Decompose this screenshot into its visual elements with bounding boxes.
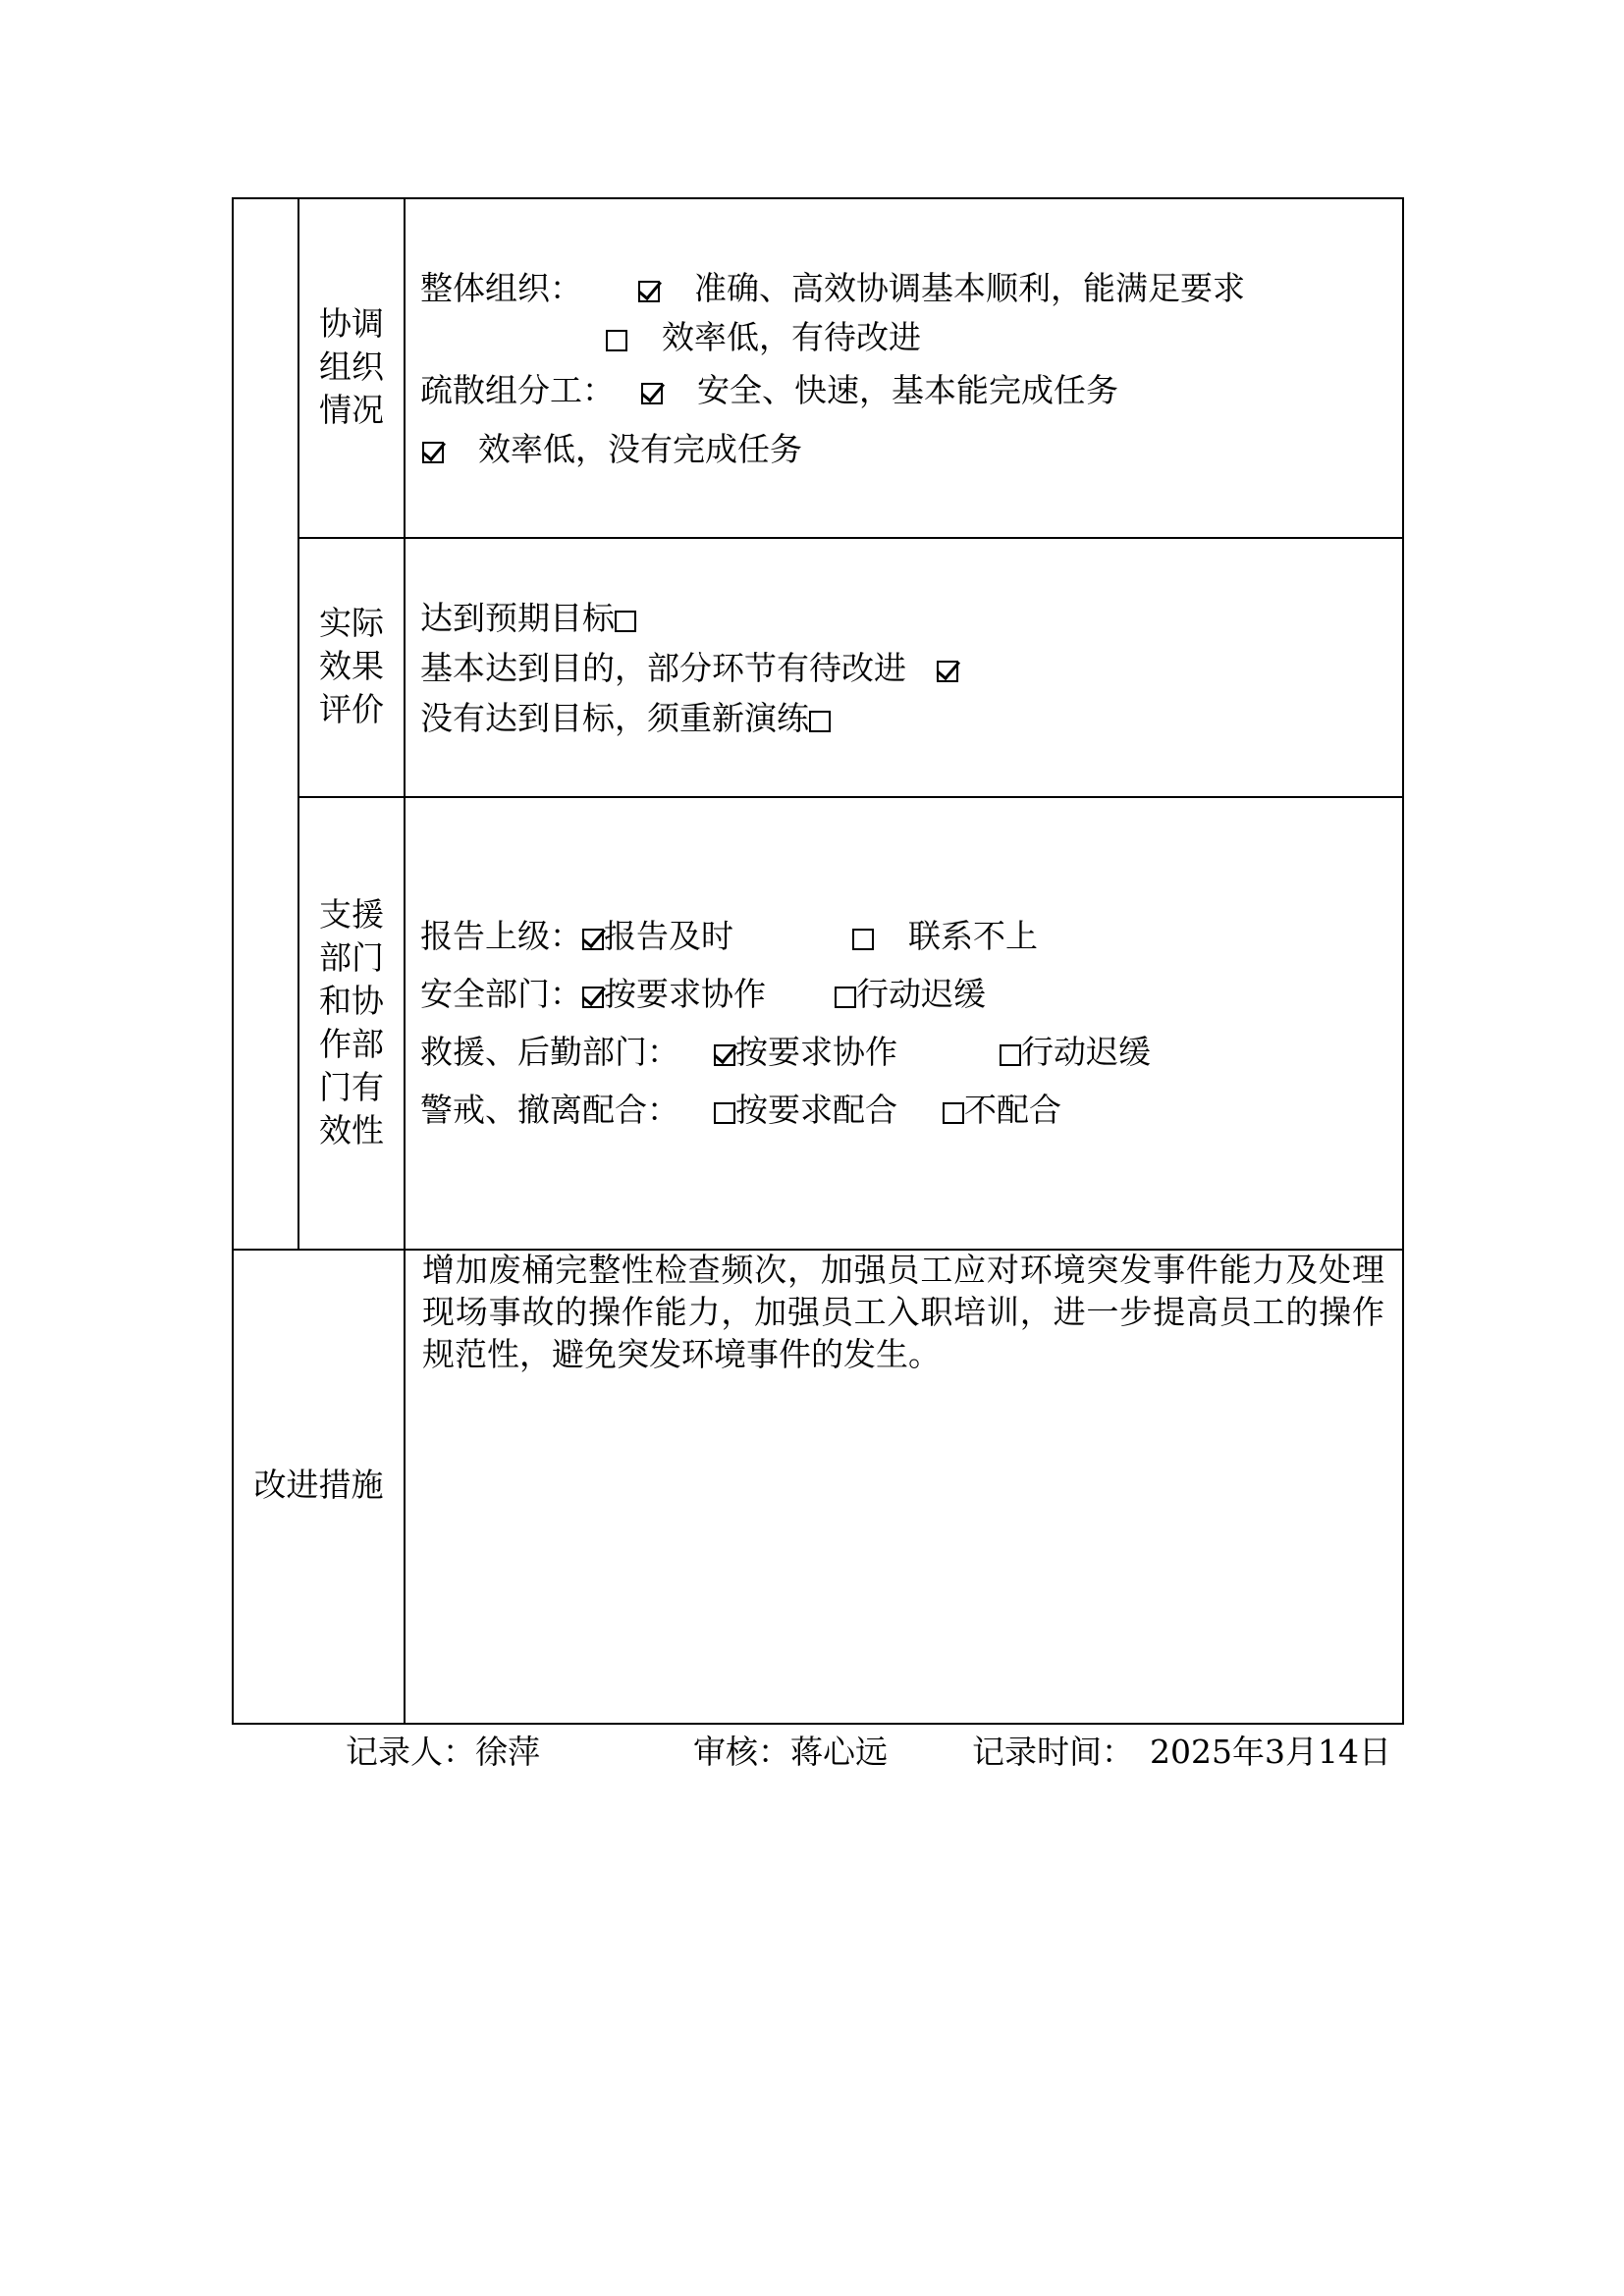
rescue-opt1-checkbox[interactable] [714, 1044, 735, 1066]
improvement-text: 增加废桶完整性检查频次，加强员工应对环境突发事件能力及处理现场事故的操作能力，加强员工入职培训，进一步提高员工的操作规范性，避免突发环境事件的发生。 [422, 1251, 1384, 1373]
overall-label: 整体组织： [420, 269, 582, 307]
record-time-label: 记录时间： [972, 1733, 1134, 1771]
overall-opt1-checkbox[interactable] [638, 281, 660, 302]
effect-label-line: 实际 [319, 604, 384, 642]
guard-opt2-label: 不配合 [964, 1091, 1061, 1129]
guard-opt2-checkbox[interactable] [943, 1102, 964, 1124]
safety-opt2-label: 行动迟缓 [856, 975, 986, 1013]
safety-opt1-checkbox[interactable] [582, 987, 604, 1008]
effect-opt3-label: 没有达到目标，须重新演练 [420, 699, 809, 737]
overall-opt1-label: 准确、高效协调基本顺利，能满足要求 [694, 269, 1245, 307]
record-time-value: 2025年3月14日 [1150, 1733, 1391, 1771]
effect-opt1-label: 达到预期目标 [420, 599, 615, 637]
effect-row-1 [420, 597, 636, 640]
effect-row-3 [420, 697, 831, 740]
reviewer: 审核：蒋心远 [693, 1733, 888, 1771]
evac-row [420, 369, 1118, 412]
safety-label: 安全部门： [420, 975, 582, 1013]
coordination-label-line: 情况 [319, 391, 384, 429]
rescue-row [420, 1031, 897, 1074]
table-right-border [1402, 197, 1404, 1725]
safety-row-opt2 [835, 973, 986, 1016]
support-label-line: 部门 [319, 938, 384, 977]
effect-label [299, 602, 404, 731]
evac-opt2-checkbox[interactable] [422, 442, 444, 463]
report-opt2-checkbox[interactable] [852, 929, 874, 950]
report-row [420, 915, 733, 958]
support-label-line: 支援 [319, 895, 384, 934]
effect-row-2 [420, 647, 958, 690]
effect-opt3-checkbox[interactable] [809, 711, 831, 732]
support-label [299, 893, 404, 1152]
support-label-line: 门有 [319, 1068, 384, 1106]
safety-opt1-label: 按要求协作 [604, 975, 766, 1013]
report-label: 报告上级： [420, 917, 582, 955]
row-divider-2 [298, 796, 1404, 798]
guard-label: 警戒、撤离配合： [420, 1091, 679, 1129]
coordination-label [299, 302, 404, 432]
evac-opt2-label: 效率低，没有完成任务 [478, 430, 802, 468]
coordination-label-line: 协调 [319, 304, 384, 343]
table-top-border [232, 197, 1404, 199]
report-row-opt2 [852, 915, 1038, 958]
guard-row [420, 1089, 897, 1132]
effect-opt1-checkbox[interactable] [615, 611, 636, 632]
overall-opt2-label: 效率低，有待改进 [662, 318, 921, 356]
overall-row-2 [606, 316, 921, 359]
row-divider-1 [298, 537, 1404, 539]
evac-opt1-label: 安全、快速，基本能完成任务 [697, 371, 1118, 409]
label-column-border [404, 197, 406, 1725]
effect-opt2-checkbox[interactable] [937, 661, 958, 682]
improvement-label: 改进措施 [253, 1466, 384, 1504]
support-label-line: 效性 [319, 1111, 384, 1149]
evac-opt1-checkbox[interactable] [641, 383, 663, 404]
rescue-opt2-checkbox[interactable] [1000, 1044, 1021, 1066]
overall-row [420, 267, 1245, 310]
rescue-opt2-label: 行动迟缓 [1021, 1033, 1151, 1071]
overall-opt2-checkbox[interactable] [606, 330, 627, 351]
support-label-line: 作部 [319, 1025, 384, 1063]
safety-opt2-checkbox[interactable] [835, 987, 856, 1008]
rescue-row-opt2 [1000, 1031, 1151, 1074]
evac-label: 疏散组分工： [420, 371, 615, 409]
report-opt2-label: 联系不上 [908, 917, 1038, 955]
rescue-label: 救援、后勤部门： [420, 1033, 679, 1071]
recorder: 记录人：徐萍 [346, 1733, 540, 1771]
guard-opt1-label: 按要求配合 [735, 1091, 897, 1129]
support-label-line: 和协 [319, 982, 384, 1020]
safety-row [420, 973, 766, 1016]
effect-label-line: 评价 [319, 690, 384, 728]
effect-label-line: 效果 [319, 647, 384, 685]
guard-row-opt2 [943, 1089, 1061, 1132]
coordination-label-line: 组织 [319, 347, 384, 386]
table-bottom-border [232, 1723, 1404, 1725]
guard-opt1-checkbox[interactable] [714, 1102, 735, 1124]
effect-opt2-label: 基本达到目的，部分环节有待改进 [420, 649, 906, 687]
report-opt1-checkbox[interactable] [582, 929, 604, 950]
rescue-opt1-label: 按要求协作 [735, 1033, 897, 1071]
report-opt1-label: 报告及时 [604, 917, 733, 955]
evac-row-2 [422, 428, 802, 471]
